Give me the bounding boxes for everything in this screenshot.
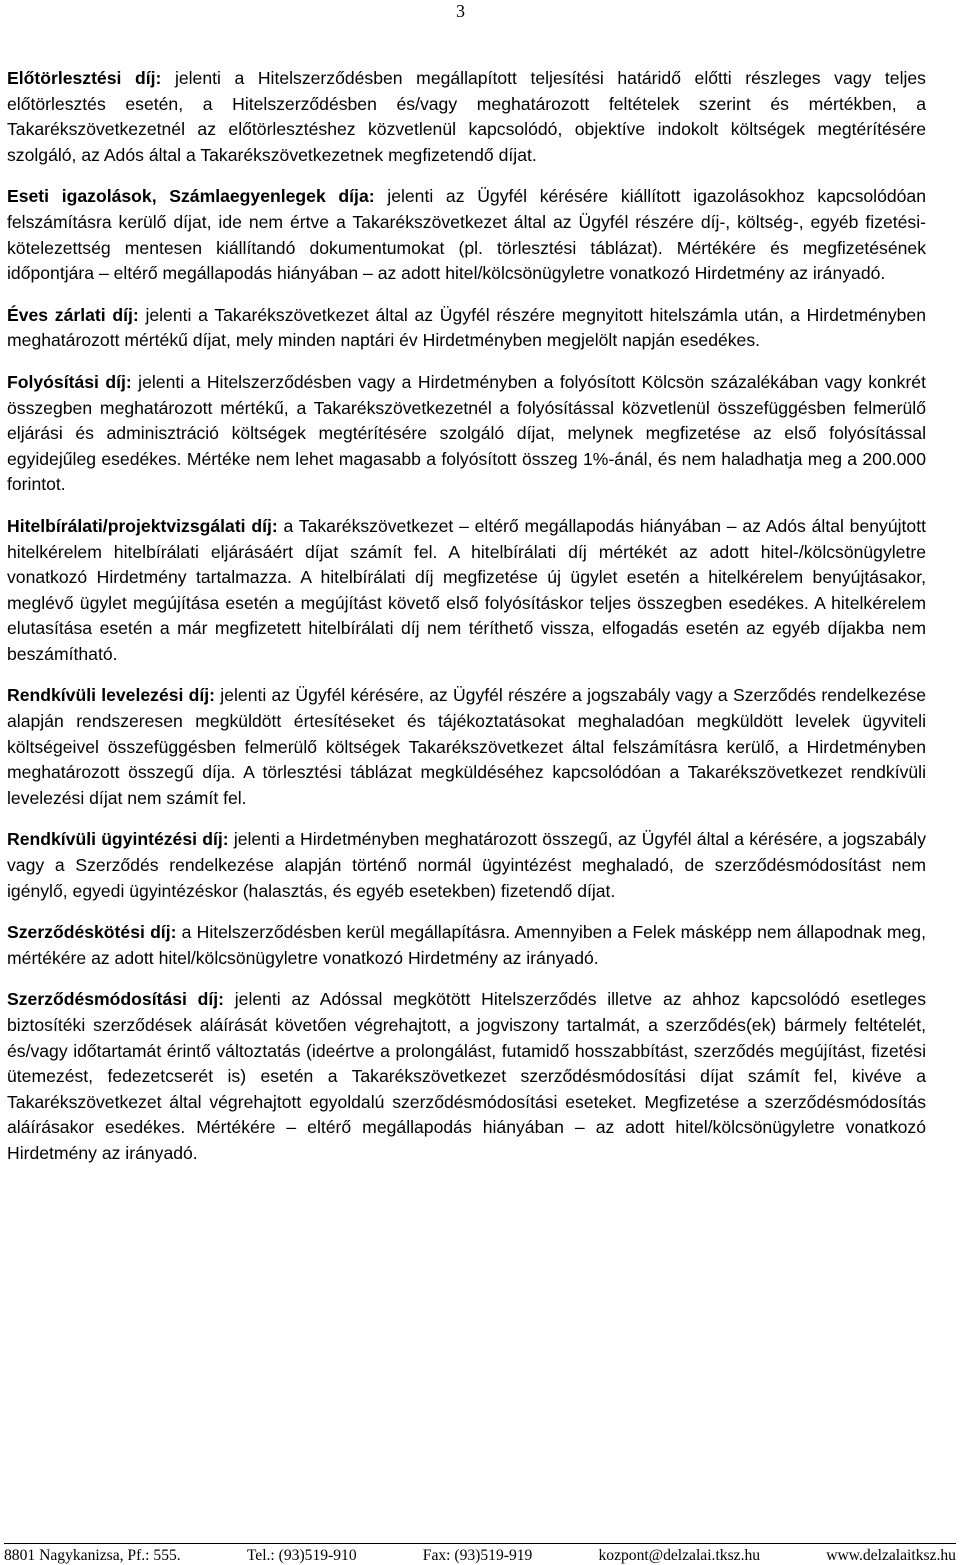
definition-eves-zarlati-dij bbox=[7, 303, 926, 354]
definition-term: Rendkívüli levelezési díj: bbox=[7, 685, 216, 706]
definition-text: jelenti a Hitelszerződésben vagy a Hirdetményben a folyósított Kölcsön százalékában vagy konkrét összegben meghatározott mértékű, a Takarékszövetkezetnél a folyósítással közvetlenül összefüggésben felmerülő eljárási és adminisztráció költségek megtérítésére szolgáló díjat, melynek megfizetése az első folyósítással egyidejűleg esedékes. Mértéke nem lehet magasabb a folyósított összeg 1%-ánál, és nem haladhatja meg a 200.000 forintot. bbox=[7, 371, 926, 495]
definition-hitelbiralati-dij bbox=[7, 514, 926, 668]
definition-text: jelenti az Adóssal megkötött Hitelszerződés illetve az ahhoz kapcsolódó esetleges biztosítéki szerződések aláírását követően végrehajtott, a jogviszony tartalmát, a szerződés(ek) bármely feltételét, és/vagy időtartamát érintő változtatás (ideértve a prolongálást, futamidő hosszabbítást, szerződés megújítást, fizetési ütemezést, fedezetcserét is) esetén a Takarékszövetkezet szerződésmódosítási díjat számít fel, kivéve a Takarékszövetkezet által végrehajtott egyoldalú szerződésmódosítási eseteket. Megfizetése a szerződésmódosítás aláírásakor esedékes. Mértékére – eltérő megállapodás hiányában – az adott hitel/kölcsönügyletre vonatkozó Hirdetmény az irányadó. bbox=[7, 989, 926, 1163]
definition-text: jelenti az Ügyfél kérésére, az Ügyfél részére a jogszabály vagy a Szerződés rendelkezése alapján rendszeresen megküldött értesítéseket és tájékoztatásokat meghaladóan megküldött levelek ügyviteli költségeivel összefüggésben felmerülő költségek Takarékszövetkezet által felszámításra kerülő, a Hirdetményben meghatározott összegű díja. A törlesztési táblázat megküldéséhez kapcsolódóan a Takarékszövetkezet rendkívüli levelezési díjat nem számít fel. bbox=[7, 685, 926, 808]
definition-term: Szerződésmódosítási díj: bbox=[7, 989, 225, 1010]
footer-address: 8801 Nagykanizsa, Pf.: 555. bbox=[4, 1547, 181, 1564]
page-footer bbox=[4, 1546, 956, 1565]
footer-phone: Tel.: (93)519-910 bbox=[246, 1547, 357, 1564]
definition-term: Folyósítási díj: bbox=[7, 371, 132, 392]
page-number: 3 bbox=[456, 1, 465, 21]
definition-eseti-igazolasok bbox=[7, 184, 926, 286]
definition-folyositasi-dij bbox=[7, 370, 926, 498]
definition-term: Eseti igazolások, Számlaegyenlegek díja: bbox=[7, 186, 375, 207]
definition-text: jelenti a Takarékszövetkezet által az Ügyfél részére megnyitott hitelszámla után, a Hirdetményben meghatározott mértékű díjat, mely minden naptári év Hirdetményben megjelölt napján esedékes. bbox=[7, 304, 926, 351]
definition-text: jelenti a Hitelszerződésben megállapított teljesítési határidő előtti részleges vagy teljes előtörlesztés esetén, a Hitelszerződésben és/vagy meghatározott feltételek szerint és mértékben, a Takarékszövetkezetnél az előtörlesztéshez közvetlenül kapcsolódó, objektíve indokolt költségek megtérítésére szolgáló, az Adós által a Takarékszövetkezetnek megfizetendő díjat. bbox=[7, 68, 926, 165]
footer-fax: Fax: (93)519-919 bbox=[422, 1547, 533, 1564]
definition-rendkivuli-ugyintezesi-dij bbox=[7, 827, 926, 904]
definition-text: a Hitelszerződésben kerül megállapításra. Amennyiben a Felek másképp nem állapodnak meg, mértékére az adott hitel/kölcsönügyletre vonatkozó Hirdetmény az irányadó. bbox=[7, 922, 926, 968]
definition-rendkivuli-levelezesi-dij bbox=[7, 683, 926, 811]
definition-text: a Takarékszövetkezet – eltérő megállapodás hiányában – az Adós által benyújtott hitelkérelem hitelbírálati eljárásáért díjat számít fel. A hitelbírálati díj mértékét az adott hitel-/kölcsönügyletre vonatkozó Hirdetmény tartalmazza. A hitelbírálati díj megfizetése új ügylet esetén a hitelkérelem benyújtásakor, meglévő ügylet megújítása esetén a megújítást követő első folyósításkor teljes összegben esedékes. A hitelkérelem elutasítása esetén a már megfizetett hitelbírálati díj nem téríthető vissza, elfogadás esetén az egyéb díjakba nem beszámítható. bbox=[7, 515, 926, 664]
definition-text: jelenti a Hirdetményben meghatározott összegű, az Ügyfél által a kérésére, a jogszabály vagy a Szerződés rendelkezése alapján történő normál ügyintézést meghaladó, de szerződésmódosítást nem igénylő, egyedi ügyintézéskor (halasztás, és egyéb esetekben) fizetendő díjat. bbox=[7, 829, 926, 901]
definition-term: Rendkívüli ügyintézési díj: bbox=[7, 829, 229, 850]
definition-text: jelenti az Ügyfél kérésére kiállított igazolásokhoz kapcsolódóan felszámításra kerülő díjat, ide nem értve a Takarékszövetkezet által az Ügyfél részére díj-, költség-, egyéb fizetési-kötelezettség mentesen kiállítandó dokumentumokat (pl. törlesztési táblázat). Mértékére és megfizetésének időpontjára – eltérő megállapodás hiányában – az adott hitel/kölcsönügyletre vonatkozó Hirdetmény az irányadó. bbox=[7, 186, 926, 284]
definition-eloetoerlesztesi-dij bbox=[7, 66, 926, 168]
definition-szerzodesmodositasi-dij bbox=[7, 987, 926, 1166]
definition-term: Éves zárlati díj: bbox=[7, 304, 139, 325]
definition-term: Szerződéskötési díj: bbox=[7, 922, 177, 943]
definition-szerzodeskotesi-dij bbox=[7, 920, 926, 971]
definition-term: Hitelbírálati/projektvizsgálati díj: bbox=[7, 515, 278, 536]
footer-divider bbox=[4, 1543, 956, 1544]
document-body bbox=[7, 66, 926, 1183]
footer-email: kozpont@delzalai.tksz.hu bbox=[598, 1547, 761, 1564]
footer-website: www.delzalaitksz.hu bbox=[826, 1547, 956, 1564]
definition-term: Előtörlesztési díj: bbox=[7, 68, 162, 88]
